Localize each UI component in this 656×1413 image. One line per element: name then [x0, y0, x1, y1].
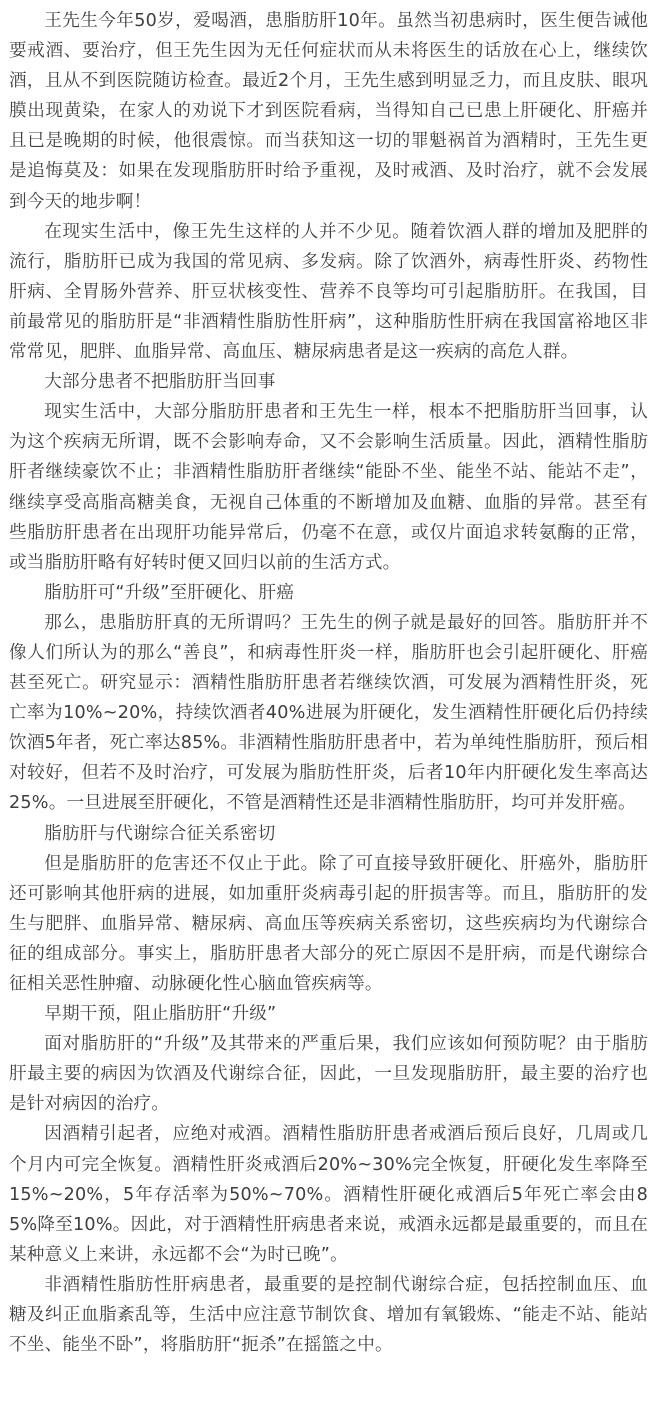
paragraph-metabolic: 但是脂肪肝的危害还不仅止于此。除了可直接导致肝硬化、肝癌外，脂肪肝还可影响其他肝病的进展，如加重肝炎病毒引起的肝损害等。而且，脂肪肝的发生与肥胖、血脂异常、糖尿病、高血压等疾病关系密切，这些疾病均为代谢综合征的组成部分。事实上，脂肪肝患者大部分的死亡原因不是肝病，而是代谢综合征相关恶性肿瘤、动脉硬化性心脑血管疾病等。 — [9, 853, 648, 994]
paragraph-nonalcohol-treatment: 非酒精性脂肪性肝病患者，最重要的是控制代谢综合症，包括控制血压、血糖及纠正血脂紊乱等，生活中应注意节制饮食、增加有氧锻炼、“能走不站、能站不坐、能坐不卧”，将脂肪肝“扼杀”在摇篮之中。 — [9, 1274, 648, 1356]
section-heading-neglect: 大部分患者不把脂肪肝当回事 — [44, 372, 276, 393]
paragraph-intervention: 面对脂肪肝的“升级”及其带来的严重后果，我们应该如何预防呢？由于脂肪肝最主要的病因为饮酒及代谢综合征，因此，一旦发现脂肪肝，最主要的治疗也是针对病因的治疗。 — [9, 1034, 648, 1115]
paragraph-neglect: 现实生活中，大部分脂肪肝患者和王先生一样，根本不把脂肪肝当回事，认为这个疾病无所谓，既不会影响寿命，又不会影响生活质量。因此，酒精性脂肪肝者继续豪饮不止；非酒精性脂肪肝者继续“能卧不坐、能坐不站、能站不走”，继续享受高脂高糖美食，无视自己体重的不断增加及血糖、血脂的异常。甚至有些脂肪肝患者在出现肝功能异常后，仍毫不在意，或仅片面追求转氨酶的正常，或当脂肪肝略有好转时便又回归以前的生活方式。 — [9, 402, 648, 573]
section-heading-intervention: 早期干预，阻止脂肪肝“升级” — [44, 1004, 277, 1025]
section-heading-upgrade: 脂肪肝可“升级”至肝硬化、肝癌 — [44, 582, 295, 603]
paragraph-prevalence: 在现实生活中，像王先生这样的人并不少见。随着饮酒人群的增加及肥胖的流行，脂肪肝已成为我国的常见病、多发病。除了饮酒外，病毒性肝炎、药物性肝病、全胃肠外营养、肝豆状核变性、营养不良等均可引起脂肪肝。在我国，目前最常见的脂肪肝是“非酒精性脂肪性肝病”，这种脂肪性肝病在我国富裕地区非常常见，肥胖、血脂异常、高血压、糖尿病患者是这一疾病的高危人群。 — [9, 221, 648, 363]
paragraph-alcohol-treatment: 因酒精引起者，应绝对戒酒。酒精性脂肪肝患者戒酒后预后良好，几周或几个月内可完全恢复。酒精性肝炎戒酒后20%~30%完全恢复，肝硬化发生率降至15%~20%，5年存活率为50%~70%。酒精性肝硬化戒酒后5年死亡率会由85%降至10%。因此，对于酒精性肝病患者来说，戒酒永远都是最重要的，而且在某种意义上来讲，永远都不会“为时已晚”。 — [9, 1124, 648, 1265]
paragraph-intro-story: 王先生今年50岁，爱喝酒，患脂肪肝10年。虽然当初患病时，医生便告诫他要戒酒、要治疗，但王先生因为无任何症状而从未将医生的话放在心上，继续饮酒，且从不到医院随访检查。最近2个月，王先生感到明显乏力，而且皮肤、眼巩膜出现黄染，在家人的劝说下才到医院看病，当得知自己已患上肝硬化、肝癌并且已是晚期的时候，他很震惊。而当获知这一切的罪魁祸首为酒精时，王先生更是追悔莫及：如果在发现脂肪肝时给予重视，及时戒酒、及时治疗，就不会发展到今天的地步啊！ — [9, 11, 648, 212]
paragraph-upgrade: 那么，患脂肪肝真的无所谓吗？王先生的例子就是最好的回答。脂肪肝并不像人们所认为的那么“善良”，和病毒性肝炎一样，脂肪肝也会引起肝硬化、肝癌甚至死亡。研究显示：酒精性脂肪肝患者若继续饮酒，可发展为酒精性肝炎，死亡率为10%~20%，持续饮酒者40%进展为肝硬化，发生酒精性肝硬化后仍持续饮酒5年者，死亡率达85%。非酒精性脂肪肝患者中，若为单纯性脂肪肝，预后相对较好，但若不及时治疗，可发展为脂肪性肝炎，后者10年内肝硬化发生率高达25%。一旦进展至肝硬化，不管是酒精性还是非酒精性脂肪肝，均可并发肝癌。 — [9, 612, 648, 814]
section-heading-metabolic: 脂肪肝与代谢综合征关系密切 — [44, 823, 276, 844]
